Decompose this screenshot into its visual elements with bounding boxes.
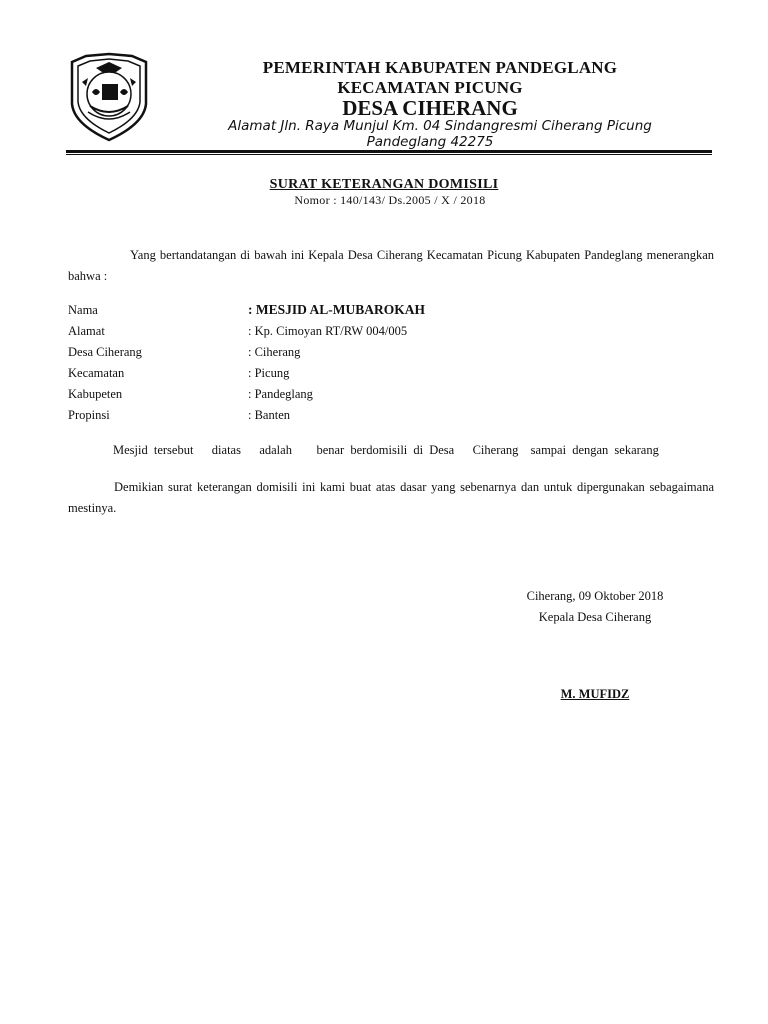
field-label-desa: Desa Ciherang: [68, 345, 142, 359]
field-label-nama: Nama: [68, 303, 98, 317]
header-district: KECAMATAN PICUNG: [337, 78, 523, 97]
letter-title: SURAT KETERANGAN DOMISILI: [269, 177, 499, 192]
field-value-nama: : MESJID AL-MUBAROKAH: [248, 302, 426, 317]
header-address-line2: Pandeglang 42275: [366, 134, 494, 150]
field-value-kabupaten: : Pandeglang: [248, 387, 313, 401]
statement-paragraph: Mesjid tersebut diatas adalah benar berdomisili di Desa Ciherang sampai dengan sekarang: [113, 443, 659, 457]
field-value-alamat: : Kp. Cimoyan RT/RW 004/005: [248, 324, 408, 338]
field-label-kecamatan: Kecamatan: [68, 366, 125, 380]
regency-coat-of-arms-icon: [66, 52, 152, 142]
field-value-kecamatan: : Picung: [248, 366, 290, 380]
signature-place-date: Ciherang, 09 Oktober 2018: [526, 589, 664, 603]
field-label-kabupaten: Kabupeten: [68, 387, 123, 401]
intro-paragraph: [68, 245, 714, 287]
closing-text: Demikian surat keterangan domisili ini kami buat atas dasar yang sebenarnya dan untuk dipergunakan sebagaimana mestinya.: [68, 480, 714, 515]
letter-number: Nomor : 140/143/ Ds.2005 / X / 2018: [294, 193, 486, 207]
intro-text: Yang bertandatangan di bawah ini Kepala Desa Ciherang Kecamatan Picung Kabupaten Pandeglang menerangkan bahwa :: [68, 248, 714, 283]
field-value-propinsi: : Banten: [248, 408, 291, 422]
field-value-desa: : Ciherang: [248, 345, 301, 359]
field-label-alamat: Alamat: [68, 324, 105, 338]
header-address-line1: Alamat Jln. Raya Munjul Km. 04 Sindangresmi Ciherang Picung: [228, 118, 652, 134]
signature-name: M. MUFIDZ: [560, 687, 630, 701]
header-divider-thick: [66, 150, 712, 153]
field-label-propinsi: Propinsi: [68, 408, 110, 422]
header-divider-thin: [66, 154, 712, 155]
signature-position: Kepala Desa Ciherang: [538, 610, 652, 624]
header-government: PEMERINTAH KABUPATEN PANDEGLANG: [262, 58, 618, 77]
header-village: DESA CIHERANG: [342, 96, 518, 120]
closing-paragraph: [68, 477, 714, 519]
